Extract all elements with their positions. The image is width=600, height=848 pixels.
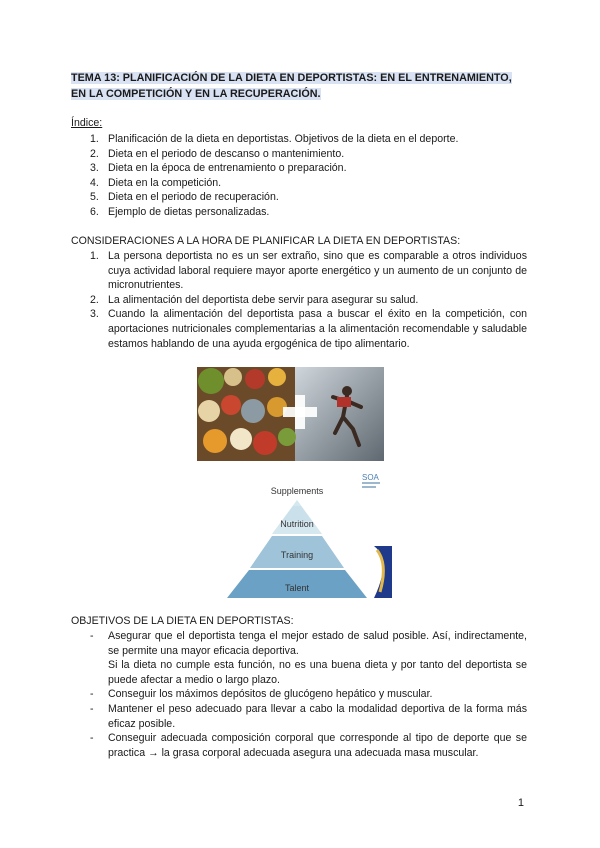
pyramid-level-nutrition: Nutrition — [280, 519, 314, 529]
performance-pyramid — [222, 474, 392, 600]
page-number: 1 — [517, 797, 524, 809]
objectives-list — [90, 629, 527, 760]
index-item: 1. Planificación de la dieta en deportistas. Objetivos de la dieta en el deporte. — [90, 133, 459, 145]
considerations-list — [90, 249, 527, 351]
objectives-item: - Conseguir los máximos depósitos de glucógeno hepático y muscular. — [90, 688, 433, 701]
index-item: 2. Dieta en el periodo de descanso o mantenimiento. — [90, 147, 345, 160]
pyramid-logo: SOA — [362, 474, 379, 482]
objectives-item: - Mantener el peso adecuado para llevar a cabo la modalidad deportiva de la forma más eficaz posible. — [90, 702, 527, 730]
index-label: Índice: — [71, 117, 103, 129]
objectives-item-note: Si la dieta no cumple esta función, no es una buena dieta y por tanto del deportista se puede afectar a medio o largo plazo. — [108, 659, 527, 686]
objectives-heading: OBJETIVOS DE LA DIETA EN DEPORTISTAS: — [71, 615, 294, 627]
pyramid-level-supplements: Supplements — [270, 486, 324, 496]
index-item: 4. Dieta en la competición. — [90, 176, 222, 189]
pyramid-level-talent: Talent — [284, 583, 310, 593]
title-line-1: TEMA 13: PLANIFICACIÓN DE LA DIETA EN DEPORTISTAS: EN EL ENTRENAMIENTO, — [71, 72, 512, 84]
considerations-item: 3. Cuando la alimentación del deportista pasa a buscar el éxito en la competición, con aportaciones nutricionales complementarias a la alimentación recomendable y saludable estamos hablando de una ayuda ergogénica de tipo alimentario. — [90, 308, 527, 350]
index-list — [90, 132, 510, 220]
index-item: 3. Dieta en la época de entrenamiento o preparación. — [90, 162, 347, 175]
page-title — [71, 70, 531, 102]
objectives-item: - Asegurar que el deportista tenga el mejor estado de salud posible. Así, indirectamente, se permite una mayor eficacia deportiva. Si la dieta no cumple esta función, no es una buena dieta y por tanto del deportista se puede afectar a medio o largo plazo. — [90, 630, 527, 686]
considerations-item: 2. La alimentación del deportista debe servir para asegurar su salud. — [90, 293, 419, 306]
index-item: 5. Dieta en el periodo de recuperación. — [90, 191, 279, 204]
objectives-item: - Conseguir adecuada composición corporal que corresponde al tipo de deporte que se practica → la grasa corporal adecuada asegura una adecuada masa muscular. — [90, 732, 527, 759]
food-athlete-image — [197, 367, 384, 461]
considerations-item: 1. La persona deportista no es un ser extraño, sino que es comparable a otros individuos cuya actividad laboral requiere mayor aporte energético y un aumento de un conjunto de micronutrientes. — [90, 250, 527, 292]
title-line-2: EN LA COMPETICIÓN Y EN LA RECUPERACIÓN. — [71, 88, 321, 100]
index-item: 6. Ejemplo de dietas personalizadas. — [90, 205, 270, 218]
considerations-heading: CONSIDERACIONES A LA HORA DE PLANIFICAR LA DIETA EN DEPORTISTAS: — [71, 235, 461, 247]
pyramid-level-training: Training — [280, 550, 314, 560]
